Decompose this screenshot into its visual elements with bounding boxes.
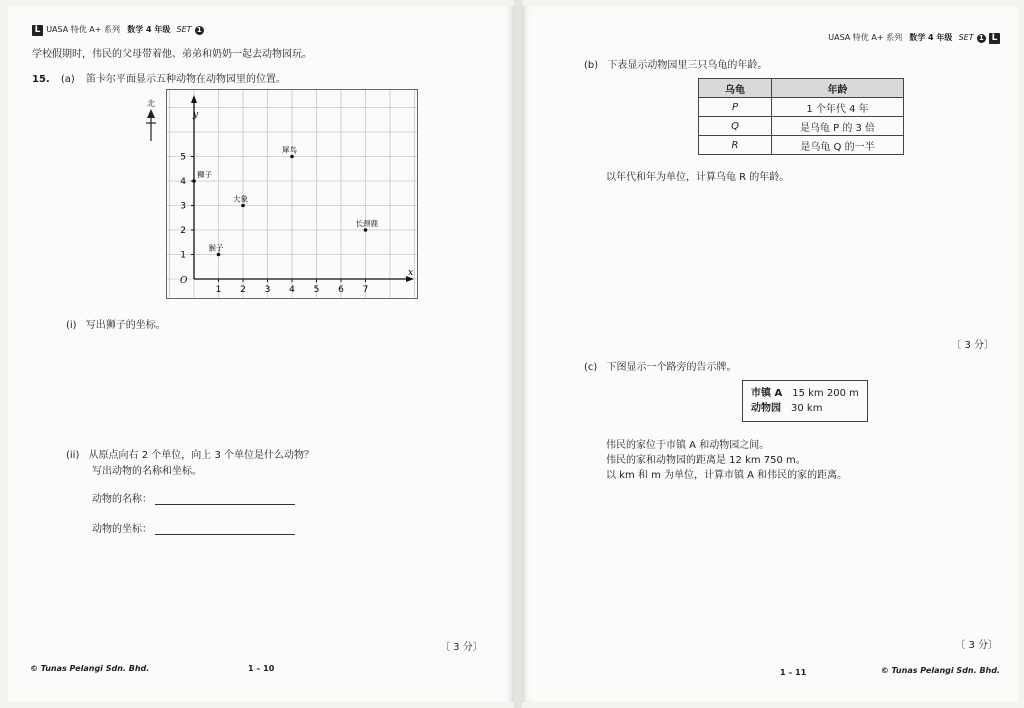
age-cell: 1 个年代 4 年 — [772, 98, 904, 117]
animal-label: 长颈鹿 — [355, 219, 378, 228]
question-15-heading — [32, 70, 286, 85]
set-number-badge: 1 — [977, 34, 986, 43]
part-b-text: 下表显示动物园里三只乌龟的年龄。 — [607, 60, 768, 71]
animal-point — [290, 155, 294, 159]
marks-part-b: 〔 3 分〕 — [951, 340, 994, 351]
y-axis-arrow — [191, 95, 197, 103]
north-label: 北 — [147, 99, 155, 108]
subject-grade: 数学 4 年级 — [909, 33, 953, 42]
x-axis-label: x — [408, 268, 414, 278]
animal-point — [241, 204, 245, 208]
publisher-logo: L — [32, 25, 43, 36]
sub-ii-line2: 写出动物的名称和坐标。 — [92, 466, 202, 477]
sub-question-i — [66, 316, 166, 331]
header-age: 年龄 — [772, 79, 904, 98]
part-a-text: 笛卡尔平面显示五种动物在动物园里的位置。 — [86, 74, 287, 85]
cartesian-plane — [166, 89, 418, 299]
part-c-line3: 以 km 和 m 为单位，计算市镇 A 和伟民的家的距离。 — [606, 470, 848, 481]
binding-gutter — [514, 0, 522, 708]
part-c-label: (c) — [584, 362, 598, 373]
part-b-question: 以年代和年为单位，计算乌龟 R 的年龄。 — [606, 172, 790, 183]
sub-ii-line1: 从原点向右 2 个单位，向上 3 个单位是什么动物？ — [88, 450, 314, 461]
series-name: UASA 特优 A+ 系列 — [828, 33, 903, 42]
answer-name-line[interactable] — [155, 503, 295, 505]
y-tick-label: 2 — [180, 226, 186, 236]
answer-animal-coordinate — [92, 520, 295, 535]
intro-text: 学校假期时，伟民的父母带着他、弟弟和奶奶一起去动物园玩。 — [32, 49, 312, 60]
series-name: UASA 特优 A+ 系列 — [46, 25, 121, 34]
turtle-cell: Q — [699, 117, 772, 136]
table-row — [699, 136, 904, 155]
animal-point — [217, 253, 221, 257]
x-tick-label: 4 — [289, 285, 295, 295]
table-row — [699, 117, 904, 136]
y-tick-label: 5 — [180, 152, 186, 163]
right-page-number: 1 – 11 — [780, 668, 807, 677]
x-tick-label: 3 — [264, 285, 271, 295]
age-cell: 是乌龟 Q 的一半 — [772, 136, 904, 155]
marks-part-a: 〔 3 分〕 — [440, 642, 483, 653]
animal-label: 大象 — [233, 194, 248, 204]
x-tick-label: 5 — [313, 285, 320, 295]
answer-animal-name — [92, 490, 295, 505]
sub-question-ii — [66, 446, 314, 461]
road-sign — [742, 380, 868, 422]
animal-label: 狮子 — [197, 170, 212, 179]
answer-coord-label: 动物的坐标： — [92, 524, 152, 535]
animal-point — [364, 228, 368, 232]
question-number: 15. — [32, 74, 50, 85]
publisher-logo: L — [989, 33, 1000, 44]
part-b-heading — [584, 56, 767, 71]
right-copyright: © Tunas Pelangi Sdn. Bhd. — [880, 666, 1000, 675]
left-page — [8, 6, 514, 702]
animal-label: 猴子 — [208, 243, 224, 253]
sign-place: 市镇 A — [751, 388, 783, 399]
origin-label: O — [180, 276, 188, 286]
table-row — [699, 98, 904, 117]
left-copyright: © Tunas Pelangi Sdn. Bhd. — [30, 664, 150, 673]
north-arrow-icon — [144, 109, 158, 141]
y-tick-label: 1 — [180, 250, 186, 261]
table-header-row — [699, 79, 904, 98]
part-b-label: (b) — [584, 60, 599, 71]
turtle-cell: P — [699, 98, 772, 117]
x-tick-label: 6 — [338, 285, 344, 295]
right-page — [522, 6, 1018, 702]
set-number-badge: 1 — [195, 26, 204, 35]
x-tick-label: 1 — [215, 285, 222, 295]
subject-grade: 数学 4 年级 — [127, 25, 171, 34]
sub-ii-label: (ii) — [66, 450, 80, 461]
sign-distance: 30 km — [791, 403, 823, 414]
part-a-label: (a) — [60, 74, 75, 85]
header-turtle: 乌龟 — [699, 79, 772, 98]
marks-part-c: 〔 3 分〕 — [955, 640, 998, 651]
part-c-line2: 伟民的家和动物园的距离是 12 km 750 m。 — [606, 455, 806, 466]
part-c-text: 下图显示一个路旁的告示牌。 — [606, 362, 737, 373]
answer-coord-line[interactable] — [155, 533, 295, 535]
animal-point — [192, 179, 196, 183]
sub-i-label: (i) — [66, 320, 77, 331]
sign-distance: 15 km 200 m — [792, 388, 859, 399]
sub-i-text: 写出狮子的坐标。 — [85, 320, 166, 331]
animal-label: 犀鸟 — [282, 145, 297, 155]
north-arrow — [144, 98, 158, 145]
left-page-number: 1 – 10 — [248, 664, 275, 673]
age-cell: 是乌龟 P 的 3 倍 — [772, 117, 904, 136]
answer-name-label: 动物的名称： — [92, 494, 152, 505]
sign-place: 动物园 — [751, 403, 781, 414]
part-c-line1: 伟民的家位于市镇 A 和动物园之间。 — [606, 440, 770, 451]
turtle-age-table — [698, 78, 904, 155]
part-c-heading — [584, 358, 737, 373]
left-header — [32, 24, 204, 36]
y-axis-label: y — [193, 110, 199, 120]
turtle-cell: R — [699, 136, 772, 155]
x-tick-label: 2 — [240, 285, 246, 295]
y-tick-label: 4 — [180, 177, 186, 187]
sign-row-zoo — [751, 401, 859, 416]
set-label: SET — [958, 33, 974, 42]
sign-row-town-a — [751, 386, 859, 401]
set-label: SET — [176, 25, 192, 34]
right-header — [828, 32, 1000, 44]
x-tick-label: 7 — [362, 285, 369, 295]
y-tick-label: 3 — [180, 201, 186, 212]
